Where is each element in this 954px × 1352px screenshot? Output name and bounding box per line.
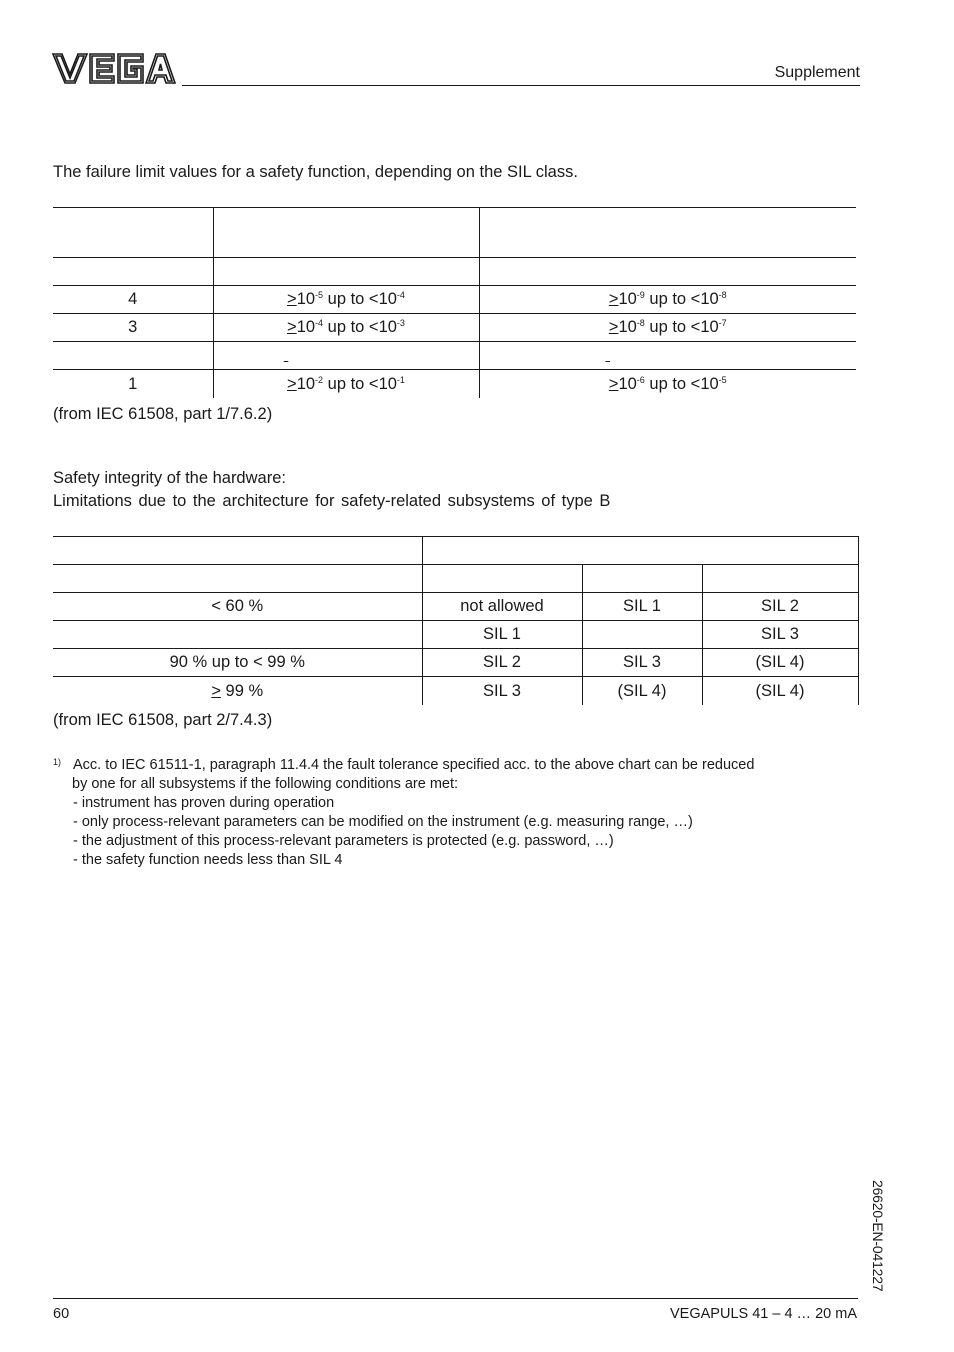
table-row (53, 677, 858, 705)
table-row (53, 649, 858, 677)
table-header-row (53, 537, 858, 565)
sff-value: < 60 % (53, 593, 422, 621)
sff-value: 90 % up to < 99 % (53, 649, 422, 677)
table-header-cell (53, 565, 422, 593)
low-demand-range (213, 342, 479, 370)
table-row (53, 342, 856, 370)
table-cell: SIL 1 (422, 621, 582, 649)
footnote-line: by one for all subsystems if the following conditions are met: (72, 776, 459, 792)
table-cell: SIL 3 (422, 677, 582, 705)
product-name: VEGAPULS 41 – 4 … 20 mA (670, 1306, 857, 1322)
table-cell (582, 621, 702, 649)
sff-value: > 99 % (211, 681, 264, 700)
table-row (53, 258, 856, 286)
table-row (53, 621, 858, 649)
table-cell (53, 258, 213, 286)
low-demand-range: $>10^{-5}$ up to $<10^{-4}$ (213, 286, 479, 314)
table-header-row (53, 208, 856, 258)
high-demand-range: $>10^{-9}$ up to $<10^{-8}$ (479, 286, 856, 314)
failure-limit-table (53, 207, 856, 398)
hardware-heading: Safety integrity of the hardware: (53, 469, 286, 487)
table-cell: SIL 3 (582, 649, 702, 677)
table-cell: (SIL 4) (582, 677, 702, 705)
sil-level: 4 (53, 286, 213, 314)
table-row (53, 314, 856, 342)
table-header-cell (702, 565, 858, 593)
high-demand-range: $>10^{-6}$ up to $<10^{-5}$ (479, 370, 856, 398)
table-cell: SIL 2 (702, 593, 858, 621)
page-number: 60 (53, 1306, 70, 1322)
sff-value (53, 621, 422, 649)
table-cell: not allowed (422, 593, 582, 621)
footnote-item: - only process-relevant parameters can be modified on the instrument (e.g. measuring range, …) (73, 814, 693, 830)
table1-source: (from IEC 61508, part 1/7.6.2) (53, 405, 273, 423)
table-cell: (SIL 4) (702, 649, 858, 677)
table-cell: SIL 3 (702, 621, 858, 649)
table-header-row (53, 565, 858, 593)
sil-level: 1 (128, 374, 138, 393)
header-rule (182, 85, 860, 86)
table-header-cell (479, 208, 856, 258)
logo-text: VEGA (52, 37, 97, 54)
sil-level (53, 342, 213, 370)
low-demand-range: $>10^{-4}$ up to $<10^{-3}$ (213, 314, 479, 342)
footnote-item: - instrument has proven during operation (73, 795, 335, 811)
table-header-cell (53, 537, 422, 565)
table-cell: SIL 1 (582, 593, 702, 621)
footnote-item: - the safety function needs less than SIL 4 (73, 852, 343, 868)
table-header-cell (213, 208, 479, 258)
hardware-subheading: Limitations due to the architecture for safety-related subsystems of type B (53, 492, 611, 510)
table-header-cell (422, 537, 858, 565)
footnote-line: Acc. to IEC 61511-1, paragraph 11.4.4 the fault tolerance specified acc. to the above chart can be reduced (73, 757, 755, 773)
document-number: 26620-EN-041227 (870, 1180, 886, 1292)
intro-text: The failure limit values for a safety function, depending on the SIL class. (53, 163, 578, 181)
table-cell: (SIL 4) (702, 677, 858, 705)
sil-level: 3 (53, 314, 213, 342)
high-demand-range: $>10^{-8}$ up to $<10^{-7}$ (479, 314, 856, 342)
table-header-cell (582, 565, 702, 593)
table-row (53, 370, 856, 398)
footnote-marker: 1) (53, 757, 62, 767)
footer-rule (53, 1298, 858, 1299)
footnote-item: - the adjustment of this process-relevant parameters is protected (e.g. password, …) (73, 833, 614, 849)
vega-logo (52, 37, 176, 86)
high-demand-range (479, 342, 856, 370)
section-label: Supplement (774, 64, 860, 81)
table-row (53, 286, 856, 314)
low-demand-range: $>10^{-2}$ up to $<10^{-1}$ (213, 370, 479, 398)
table-cell (479, 258, 856, 286)
table-row (53, 593, 858, 621)
architecture-limits-table (53, 536, 859, 705)
table-header-cell (422, 565, 582, 593)
table-cell: SIL 2 (422, 649, 582, 677)
table-header-cell (53, 208, 213, 258)
table-cell (213, 258, 479, 286)
table2-source: (from IEC 61508, part 2/7.4.3) (53, 711, 273, 729)
